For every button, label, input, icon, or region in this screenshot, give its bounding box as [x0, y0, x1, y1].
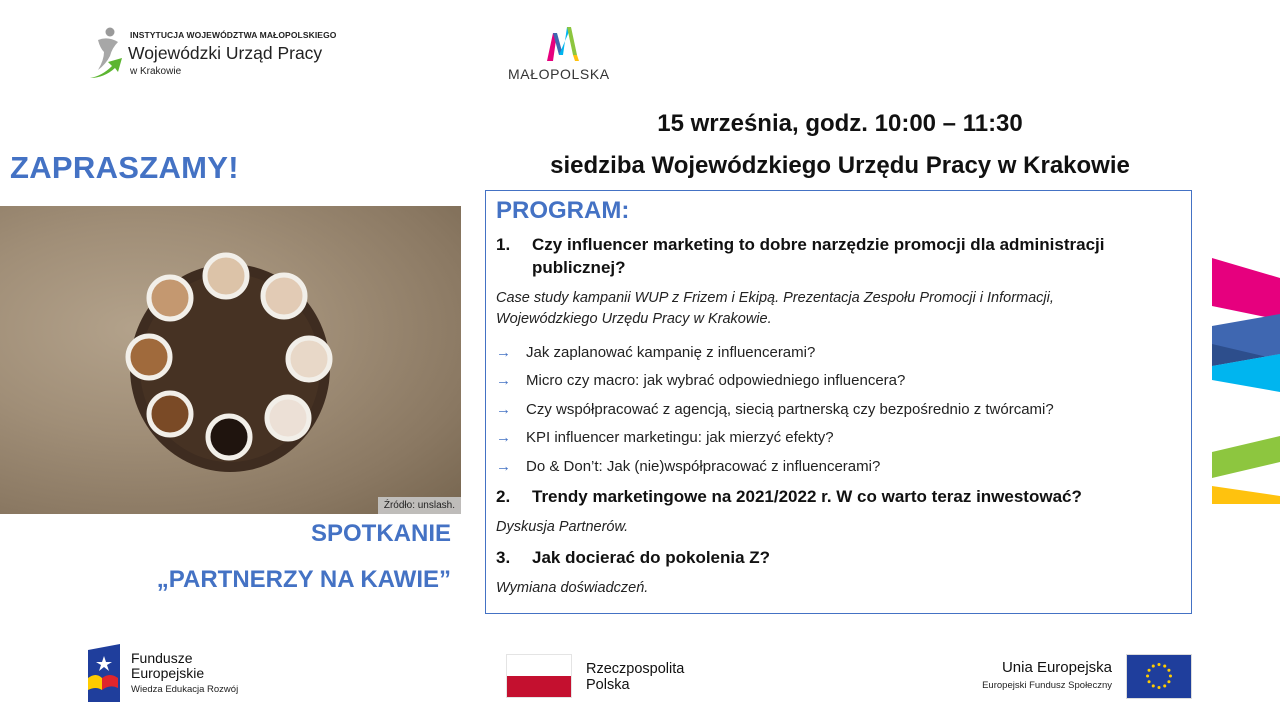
eu-flag-icon [1126, 654, 1192, 699]
wup-institution-text: INSTYTUCJA WOJEWÓDZTWA MAŁOPOLSKIEGO [130, 30, 337, 40]
fe-line1: Fundusze [131, 650, 193, 666]
item-1-description [496, 288, 1181, 330]
desc-line: Case study kampanii WUP z Frizem i Ekipą. Prezentacja Zespołu Promocji i Informacji, [496, 290, 1054, 306]
unia-europejska-logo [960, 654, 1192, 700]
topic-item [496, 395, 1181, 424]
wup-city-text: w Krakowie [130, 66, 182, 77]
fe-flag-icon [88, 644, 120, 702]
item-title: Jak docierać do pokolenia Z? [532, 547, 771, 567]
wup-runner-icon [88, 26, 128, 80]
malopolska-logo [505, 25, 625, 85]
topic-text: Do & Don’t: Jak (nie)współpracować z influencerami? [526, 457, 881, 475]
item-number: 1. [496, 235, 511, 254]
item-1-topics [496, 338, 1181, 481]
program-item-2 [496, 485, 1181, 508]
wup-logo [88, 26, 348, 82]
malopolska-text: MAŁOPOLSKA [508, 66, 610, 82]
event-date: 15 września, godz. 10:00 – 11:30 [657, 110, 1023, 137]
item-title: Czy influencer marketing to dobre narzędzie promocji dla administracji publicznej? [532, 235, 1105, 277]
topic-text: KPI influencer marketingu: jak mierzyć efekty? [526, 429, 834, 447]
program-item-3 [496, 546, 1181, 569]
coffee-table-illustration [0, 206, 461, 514]
invite-heading: ZAPRASZAMY! [10, 150, 239, 185]
fe-line2: Europejskie [131, 665, 205, 681]
item-2-description: Dyskusja Partnerów. [496, 518, 629, 535]
program-title: PROGRAM: [496, 197, 630, 224]
item-title: Trendy marketingowe na 2021/2022 r. W co warto teraz inwestować? [532, 486, 1082, 506]
topic-item [496, 367, 1181, 396]
rzeczpospolita-polska-logo [506, 654, 706, 700]
polish-flag-icon [506, 654, 572, 698]
program-item-1 [496, 233, 1181, 279]
topic-text: Czy współpracować z agencją, siecią partnerską czy bezpośrednio z twórcami? [526, 400, 1054, 418]
arrow-right-icon: → [496, 372, 511, 390]
topic-item [496, 424, 1181, 453]
item-3-description: Wymiana doświadczeń. [496, 579, 649, 596]
photo-credit: Źródło: unslash. [378, 497, 461, 514]
wup-name-text: Wojewódzki Urząd Pracy [128, 43, 323, 63]
topic-text: Micro czy macro: jak wybrać odpowiedniego influencera? [526, 372, 906, 390]
eu-line1: Unia Europejska [1001, 659, 1112, 676]
program-box [485, 190, 1192, 614]
topic-item [496, 452, 1181, 481]
item-number: 2. [496, 486, 511, 506]
fe-tagline: Wiedza Edukacja Rozwój [131, 684, 239, 695]
arrow-right-icon: → [496, 457, 511, 475]
arrow-right-icon: → [496, 429, 511, 447]
malopolska-m-icon [545, 25, 581, 63]
desc-line: Wojewódzkiego Urzędu Pracy w Krakowie. [496, 311, 772, 327]
meeting-label: SPOTKANIE [310, 520, 451, 547]
meeting-title: „PARTNERZY NA KAWIE” [156, 566, 451, 593]
topic-item [496, 338, 1181, 367]
malopolska-ribbon-decoration [1212, 256, 1280, 506]
item-number: 3. [496, 547, 511, 567]
arrow-right-icon: → [496, 400, 511, 418]
event-venue: siedziba Wojewódzkiego Urzędu Pracy w Krakowie [550, 152, 1130, 179]
pl-line2: Polska [586, 677, 630, 693]
arrow-right-icon: → [496, 343, 511, 361]
pl-line1: Rzeczpospolita [586, 661, 685, 677]
eu-line2: Europejski Fundusz Społeczny [982, 680, 1112, 691]
topic-text: Jak zaplanować kampanię z influencerami? [526, 343, 816, 361]
fundusze-europejskie-logo [88, 644, 288, 704]
coffee-cups-photo [0, 206, 461, 514]
